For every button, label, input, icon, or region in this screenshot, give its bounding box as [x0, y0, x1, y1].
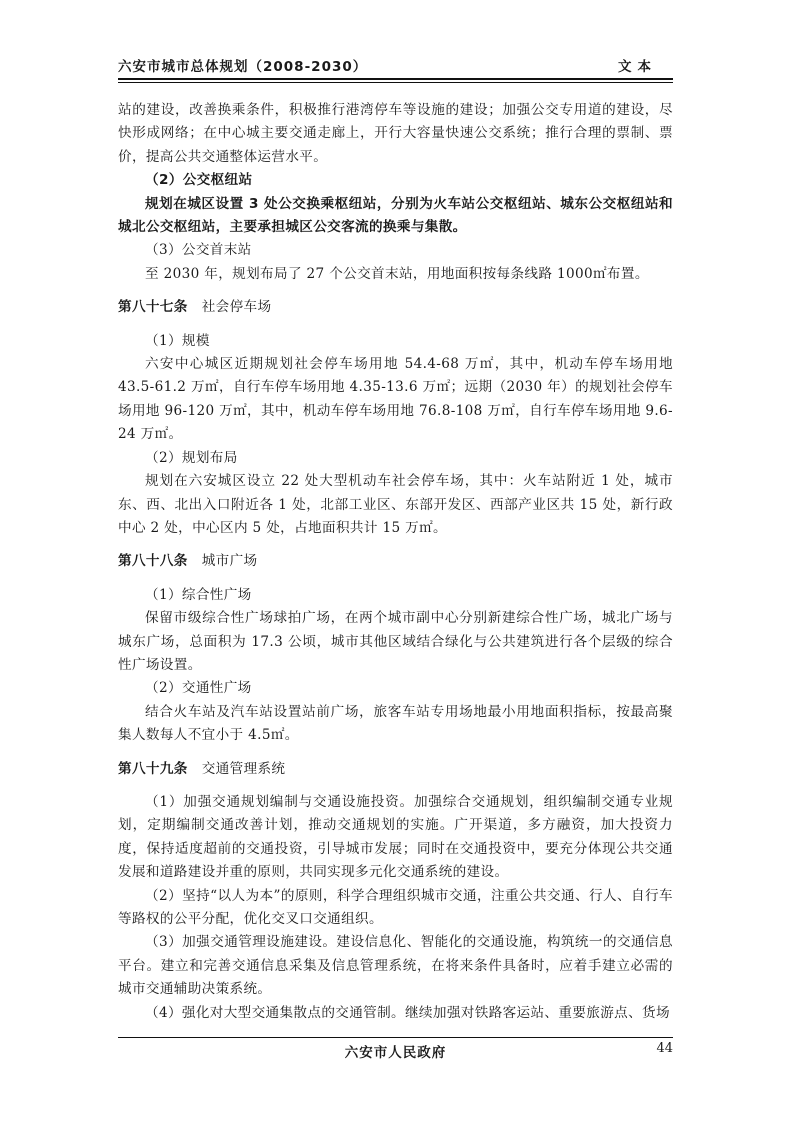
article-number: 第八十七条	[118, 299, 188, 316]
paragraph: 结合火车站及汽车站设置站前广场，旅客车站专用场地最小用地面积指标，按最高聚集人数每人不宜小于 4.5㎡。	[118, 703, 673, 744]
document-title: 六安市城市总体规划（2008-2030）	[118, 59, 368, 75]
page-header	[118, 53, 673, 75]
subheading: （2）交通性广场	[145, 680, 252, 697]
subheading: （3）公交首末站	[145, 242, 252, 259]
page-number: 44	[656, 1041, 673, 1056]
paragraph: 站的建设，改善换乘条件，积极推行港湾停车等设施的建设；加强公交专用道的建设，尽快形成网络；在中心城主要交通走廊上，开行大容量快速公交系统；推行合理的票制、票价，提高公共交通整体运营水平。	[118, 102, 673, 165]
subheading: （2）规划布局	[145, 449, 238, 466]
header-rule-thin	[118, 82, 673, 83]
article-heading	[118, 296, 673, 319]
paragraph: 规划在六安城区设立 22 处大型机动车社会停车场，其中：火车站附近 1 处，城市东、西、北出入口附近各 1 处，北部工业区、东部开发区、西部产业区共 15 处，新行政中心 2 处，中心区内 5 处，占地面积共计 15 万㎡。	[118, 473, 673, 536]
section-label: 文本	[618, 59, 657, 75]
article-title: 社会停车场	[201, 299, 272, 316]
article-heading	[118, 758, 673, 781]
footer-organization: 六安市人民政府	[344, 1045, 447, 1061]
paragraph: （1）加强交通规划编制与交通设施投资。加强综合交通规划，组织编制交通专业规划，定期编制交通改善计划，推动交通规划的实施。广开渠道，多方融资，加大投资力度，保持适度超前的交通投资，引导城市发展；同时在交通投资中，要充分体现公共交通发展和道路建设并重的原则，共同实现多元化交通系统的建设。	[118, 793, 673, 881]
header-rule-thick	[118, 78, 673, 80]
body-text	[118, 99, 673, 1025]
subheading: （1）综合性广场	[145, 586, 252, 603]
article-title: 交通管理系统	[201, 760, 286, 777]
paragraph: 至 2030 年，规划布局了 27 个公交首末站，用地面积按每条线路 1000㎡布置。	[145, 265, 649, 282]
paragraph: 六安中心城区近期规划社会停车场用地 54.4-68 万㎡，其中，机动车停车场用地 43.5-61.2 万㎡，自行车停车场用地 4.35-13.6 万㎡；远期（2030 年）的规划社会停车场用地 96-120 万㎡，其中，机动车停车场用地 76.8-108 万㎡，自行车停车场用地 9.6-24 万㎡。	[118, 356, 673, 443]
article-number: 第八十八条	[118, 553, 188, 570]
footer-rule	[118, 1037, 673, 1038]
article-number: 第八十九条	[118, 760, 188, 777]
paragraph: 规划在城区设置 3 处公交换乘枢纽站，分别为火车站公交枢纽站、城东公交枢纽站和城北公交枢纽站，主要承担城区公交客流的换乘与集散。	[118, 195, 673, 236]
page-footer	[118, 1037, 673, 1061]
subheading: （1）规模	[145, 332, 210, 349]
paragraph: （3）加强交通管理设施建设。建设信息化、智能化的交通设施，构筑统一的交通信息平台。建立和完善交通信息采集及信息管理系统，在将来条件具备时，应着手建立必需的城市交通辅助决策系统。	[118, 934, 673, 998]
paragraph: （4）强化对大型交通集散点的交通管制。继续加强对铁路客运站、重要旅游点、货场	[145, 1004, 670, 1021]
subheading: （2）公交枢纽站	[145, 172, 253, 189]
paragraph: 保留市级综合性广场球拍广场，在两个城市副中心分别新建综合性广场，城北广场与城东广场，总面积为 17.3 公顷，城市其他区域结合绿化与公共建筑进行各个层级的综合性广场设置。	[118, 610, 673, 673]
paragraph: （2）坚持“以人为本”的原则，科学合理组织城市交通，注重公共交通、行人、自行车等路权的公平分配，优化交叉口交通组织。	[118, 887, 673, 927]
article-title: 城市广场	[201, 553, 258, 570]
article-heading	[118, 550, 673, 573]
